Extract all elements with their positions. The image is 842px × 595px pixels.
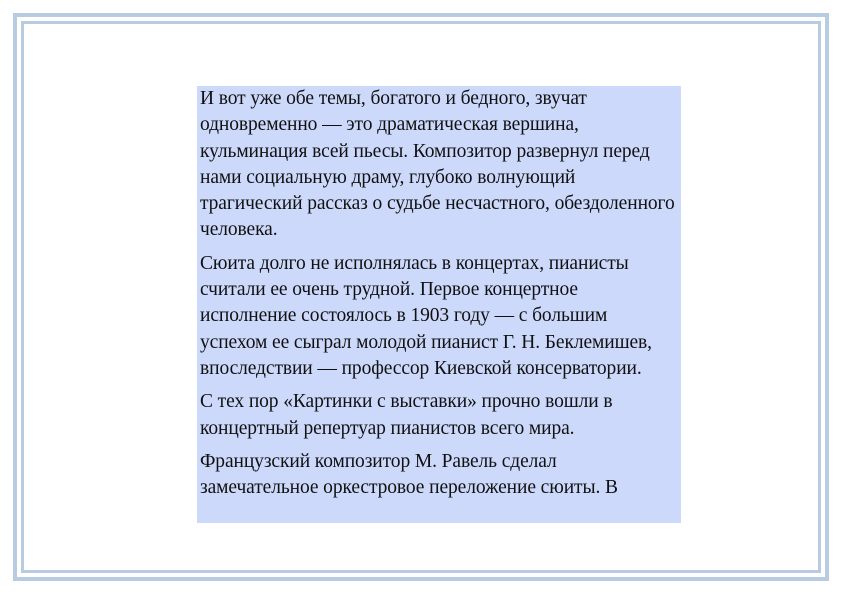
paragraph-ravel: Французский композитор М. Равель сделал замечательное оркестровое переложение сюиты. В bbox=[200, 450, 618, 499]
slide-text-block bbox=[197, 86, 681, 523]
paragraph-culmination: И вот уже обе темы, богатого и бедного, звучат одновременно — это драматическая вершина, кульминация всей пьесы. Композитор развернул перед нами социальную драму, глубоко волнующий трагический рассказ о судьбе несчастного, обездоленного человека. bbox=[200, 88, 675, 241]
paragraph-first-performance: Сюита долго не исполнялась в концертах, пианисты считали ее очень трудной. Первое концертное исполнение состоялось в 1903 году — с большим успехом ее сыграл молодой пианист Г. Н. Беклемишев, впоследствии — профессор Киевской консерватории. bbox=[200, 252, 652, 379]
paragraph-repertoire: С тех пор «Картинки с выставки» прочно вошли в концертный репертуар пианистов всего мира. bbox=[200, 391, 613, 439]
